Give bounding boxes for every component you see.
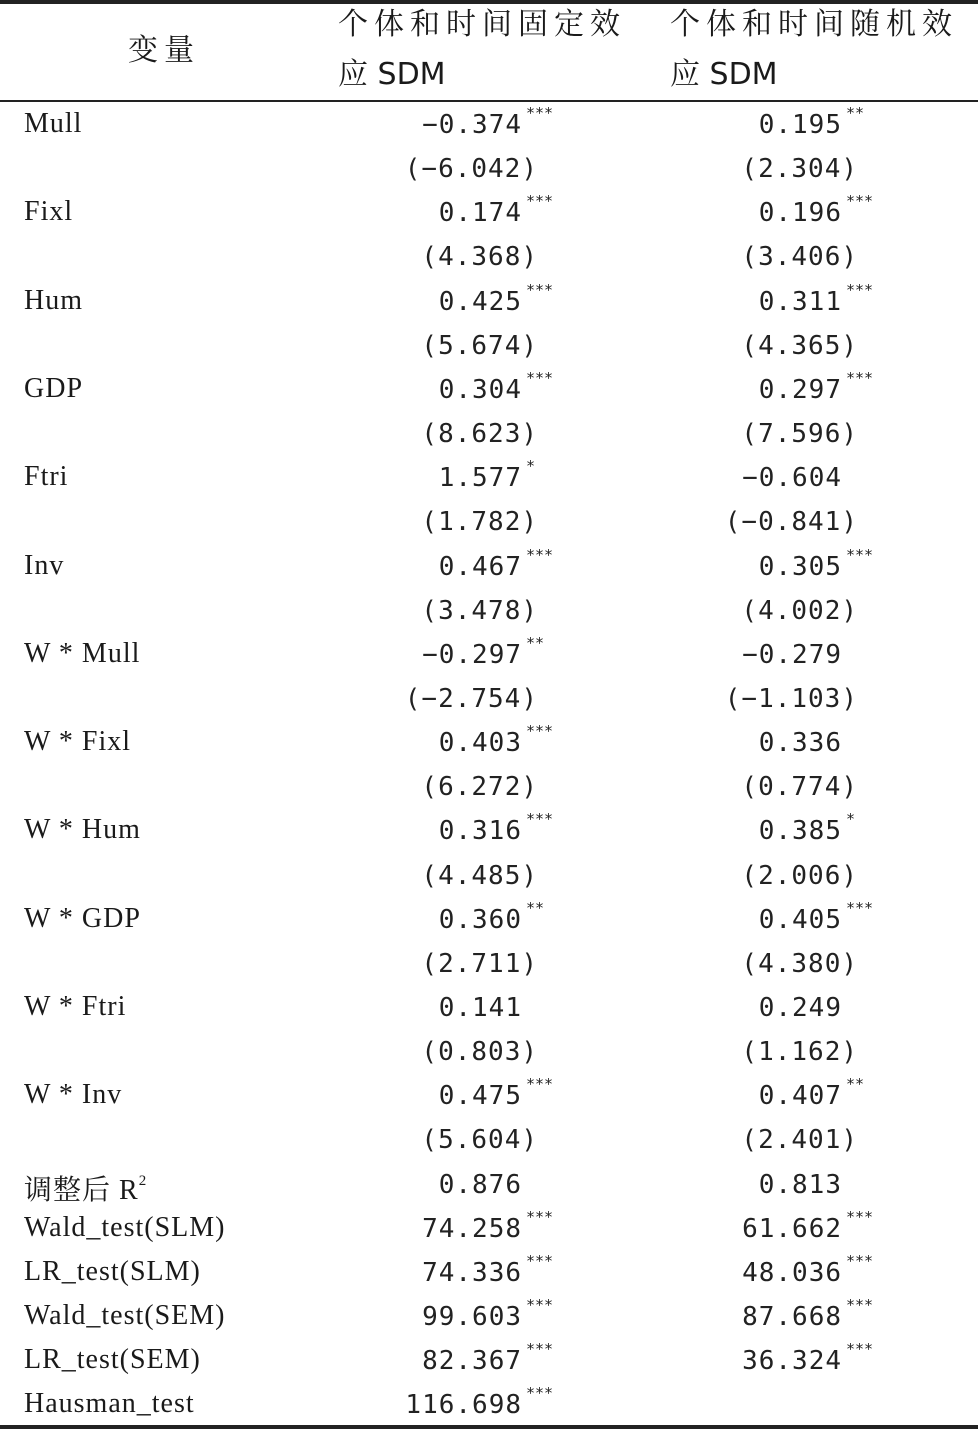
row-label-text: Ftri [24,461,69,493]
random-effect-t-stat: (0.774) [741,772,858,803]
fixed-effect-t-stat: (5.674) [421,330,538,361]
row-label [24,461,68,493]
row-label [24,638,140,670]
row-label [24,1344,201,1376]
row-label [24,1300,226,1332]
random-effect-coefficient: 0.813 [758,1169,842,1200]
header-fixed-line2: 应 SDM [338,57,446,92]
fixed-effect-t-stat: (1.782) [421,507,538,538]
fixed-effect-significance: * [526,457,536,476]
table-row [0,325,978,369]
row-label [24,1388,195,1420]
random-effect-coefficient: 0.305 [758,551,842,582]
row-label [24,285,83,317]
table-row [0,281,978,325]
fixed-effect-significance: *** [526,1075,554,1094]
table-row [0,1340,978,1384]
fixed-effect-significance: *** [526,545,554,564]
row-label-text: Fixl [24,196,74,228]
fixed-effect-t-stat: (8.623) [421,419,538,450]
fixed-effect-significance: *** [526,280,554,299]
table-row [0,1164,978,1208]
fixed-effect-t-stat: (3.478) [421,595,538,626]
random-effect-t-stat: (7.596) [741,419,858,450]
fixed-effect-t-stat: (2.711) [421,948,538,979]
row-label [24,373,83,405]
table-row [0,546,978,590]
fixed-effect-coefficient: 0.403 [438,728,522,759]
random-effect-coefficient: 87.668 [742,1302,842,1333]
random-effect-coefficient: 0.385 [758,816,842,847]
table-row [0,810,978,854]
random-effect-coefficient: −0.279 [742,639,842,670]
random-effect-t-stat: (4.380) [741,948,858,979]
fixed-effect-t-stat: (4.485) [421,860,538,891]
row-label-text: Inv [24,549,65,581]
random-effect-significance: *** [846,1340,874,1359]
row-label [24,550,64,582]
row-label-text: Wald_test(SLM) [24,1211,226,1243]
header-variable: 变量 [128,33,200,68]
table-row [0,148,978,192]
row-label-text: LR_test(SLM) [24,1255,201,1287]
table-row [0,1252,978,1296]
fixed-effect-coefficient: 0.475 [438,1081,522,1112]
random-effect-significance: *** [846,545,874,564]
table-row [0,369,978,413]
row-label [24,903,141,935]
table-row [0,943,978,987]
fixed-effect-coefficient: 0.304 [438,374,522,405]
fixed-effect-t-stat: (0.803) [421,1037,538,1068]
fixed-effect-coefficient: 0.876 [438,1169,522,1200]
random-effect-significance: *** [846,898,874,917]
random-effect-coefficient: 0.195 [758,110,842,140]
table-row [0,1119,978,1163]
fixed-effect-coefficient: 74.258 [422,1213,522,1244]
table-row [0,236,978,280]
table-row [0,192,978,236]
table-row [0,501,978,545]
table-row [0,899,978,943]
row-label [24,1079,122,1111]
fixed-effect-significance: *** [526,192,554,211]
fixed-effect-coefficient: 0.467 [438,551,522,582]
fixed-effect-coefficient: 0.141 [438,993,522,1023]
random-effect-coefficient: 0.249 [758,993,842,1023]
row-label [24,991,126,1023]
fixed-effect-coefficient: −0.297 [422,639,522,670]
table-row [0,766,978,810]
row-label-text: Mull [24,108,83,139]
random-effect-coefficient: 0.196 [758,198,842,229]
fixed-effect-t-stat: (4.368) [421,242,538,273]
fixed-effect-significance: *** [526,810,554,829]
row-label-text: LR_test(SEM) [24,1344,201,1376]
row-label-text: W * Inv [24,1079,123,1111]
fixed-effect-significance: *** [526,368,554,387]
row-label-text: Hum [24,284,83,316]
row-label [24,196,73,228]
fixed-effect-coefficient: 116.698 [405,1390,522,1421]
row-label-text: W * Ftri [24,991,127,1022]
random-effect-significance: *** [846,1296,874,1315]
random-effect-significance: *** [846,1207,874,1226]
fixed-effect-coefficient: 0.174 [438,198,522,229]
table-row [0,678,978,722]
table-bottom-rule [0,1425,978,1429]
random-effect-t-stat: (3.406) [741,242,858,273]
random-effect-t-stat: (1.162) [741,1037,858,1068]
fixed-effect-significance: *** [526,104,554,122]
random-effect-coefficient: 61.662 [742,1213,842,1244]
random-effect-significance: * [846,810,856,829]
table-row [0,413,978,457]
row-label-text: GDP [24,372,84,404]
random-effect-significance: ** [846,104,865,122]
random-effect-t-stat: (4.002) [741,595,858,626]
random-effect-significance: *** [846,368,874,387]
fixed-effect-significance: *** [526,1296,554,1315]
fixed-effect-coefficient: 1.577 [438,463,522,494]
fixed-effect-significance: ** [526,898,545,917]
row-label [24,726,131,758]
row-label [24,814,141,846]
fixed-effect-t-stat: (6.272) [421,772,538,803]
random-effect-coefficient: 0.297 [758,374,842,405]
random-effect-coefficient: 36.324 [742,1346,842,1377]
random-effect-t-stat: (4.365) [741,330,858,361]
row-label [24,1212,226,1244]
random-effect-coefficient: −0.604 [742,463,842,494]
random-effect-coefficient: 0.336 [758,728,842,759]
random-effect-t-stat: (2.006) [741,860,858,891]
random-effect-t-stat: (−0.841) [724,507,858,538]
random-effect-coefficient: 48.036 [742,1257,842,1288]
table-row [0,104,978,148]
row-label-text: W * Fixl [24,726,132,758]
fixed-effect-coefficient: 99.603 [422,1302,522,1333]
random-effect-t-stat: (2.401) [741,1125,858,1156]
table-row [0,722,978,766]
table-row [0,1031,978,1075]
row-label-text: W * GDP [24,902,141,934]
fixed-effect-significance: *** [526,1251,554,1270]
row-label-text: Hausman_test [24,1388,195,1420]
fixed-effect-t-stat: (5.604) [421,1125,538,1156]
row-label-text: W * Mull [24,637,141,669]
row-label-text: 调整后 R [24,1174,139,1206]
table-header-rule [0,100,978,102]
header-random-effects-sdm [670,0,958,100]
table-row [0,590,978,634]
header-fixed-line1: 个体和时间固定效 [338,7,626,42]
random-effect-t-stat: (−1.103) [724,683,858,714]
table-row [0,1208,978,1252]
random-effect-significance: ** [846,1075,865,1094]
table-row [0,634,978,678]
random-effect-coefficient: 0.405 [758,904,842,935]
fixed-effect-significance: *** [526,722,554,741]
fixed-effect-t-stat: (−2.754) [404,683,538,714]
table-row [0,855,978,899]
header-fixed-effects-sdm [338,0,626,100]
fixed-effect-significance: *** [526,1207,554,1226]
random-effect-significance: *** [846,280,874,299]
fixed-effect-coefficient: 0.316 [438,816,522,847]
fixed-effect-significance: *** [526,1340,554,1359]
header-random-line1: 个体和时间随机效 [670,7,958,42]
fixed-effect-coefficient: 82.367 [422,1346,522,1377]
row-label-text: Wald_test(SEM) [24,1300,226,1332]
random-effect-significance: *** [846,1251,874,1270]
fixed-effect-coefficient: 74.336 [422,1257,522,1288]
random-effect-coefficient: 0.407 [758,1081,842,1112]
fixed-effect-coefficient: −0.374 [422,110,522,140]
fixed-effect-t-stat: (−6.042) [404,154,538,185]
random-effect-significance: *** [846,192,874,211]
table-row [0,1296,978,1340]
table-row [0,1384,978,1428]
random-effect-coefficient: 0.311 [758,286,842,317]
row-label-superscript: 2 [138,1172,148,1189]
row-label [24,1168,147,1208]
fixed-effect-significance: ** [526,633,545,652]
row-label [24,108,82,140]
row-label [24,1256,201,1288]
table-row [0,1075,978,1119]
header-random-line2: 应 SDM [670,57,778,92]
table-row [0,457,978,501]
table-row [0,987,978,1031]
fixed-effect-significance: *** [526,1384,554,1403]
fixed-effect-coefficient: 0.425 [438,286,522,317]
random-effect-t-stat: (2.304) [741,154,858,185]
fixed-effect-coefficient: 0.360 [438,904,522,935]
row-label-text: W * Hum [24,814,141,846]
